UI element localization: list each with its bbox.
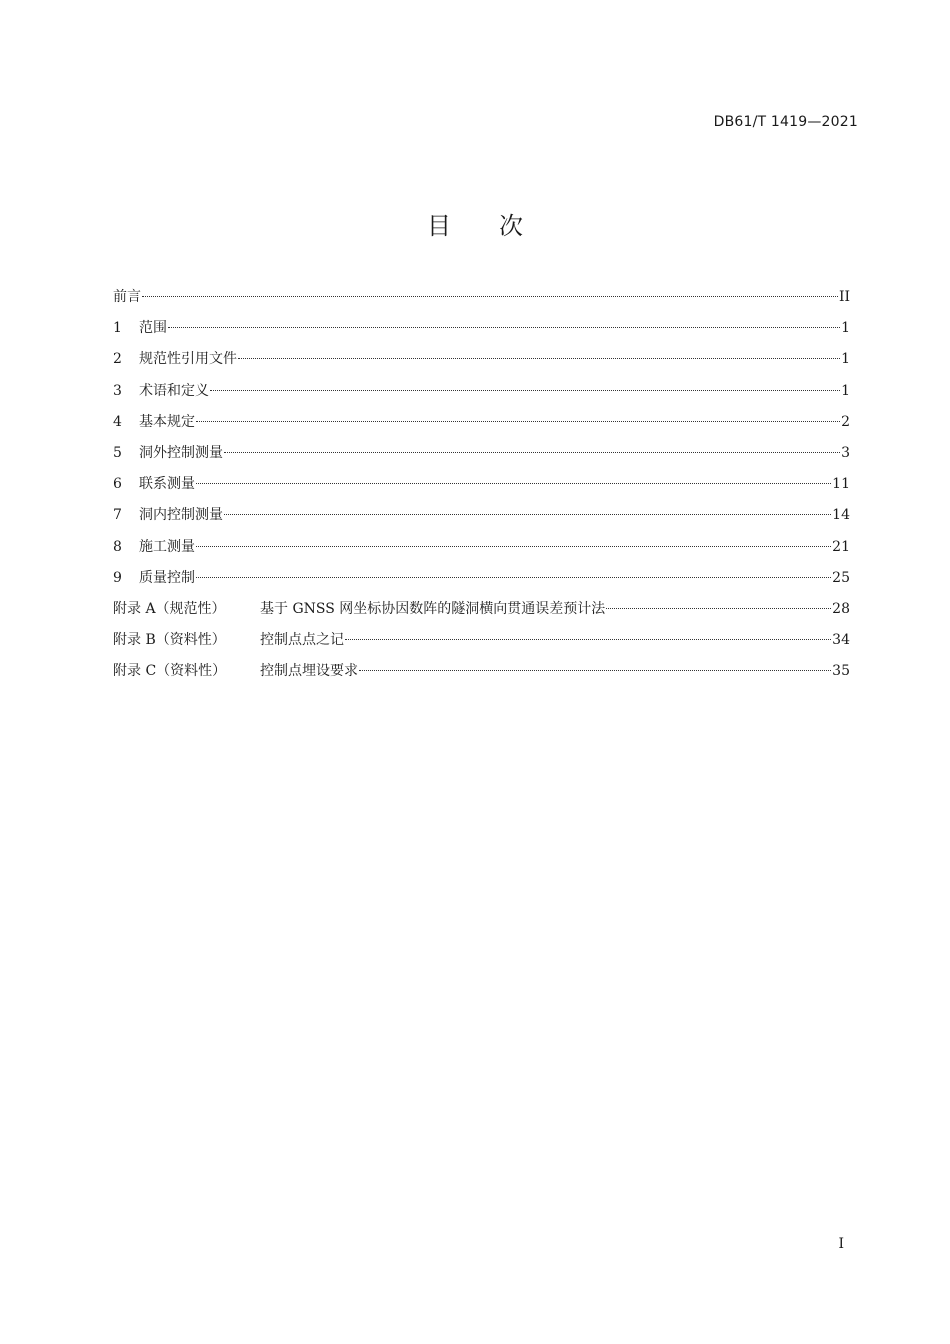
toc-entry[interactable] (113, 469, 850, 500)
toc-entry-label: 规范性引用文件 (139, 351, 237, 368)
toc-entry-page: 35 (832, 663, 850, 680)
toc-dot-leader (196, 421, 840, 422)
toc-entry-page: 25 (832, 569, 850, 586)
toc-dot-leader (224, 514, 831, 515)
toc-entry-page: 34 (832, 632, 850, 649)
toc-entry-number: 3 (113, 382, 122, 399)
toc-entry-label: 联系测量 (139, 476, 195, 493)
toc-dot-leader (196, 577, 831, 578)
toc-entry-page: 28 (832, 600, 850, 617)
toc-entry[interactable] (113, 625, 850, 656)
toc-entry-page: 11 (832, 476, 850, 493)
toc-entry-label: 基本规定 (139, 413, 195, 430)
toc-entry-label: 术语和定义 (139, 382, 209, 399)
toc-entry[interactable] (113, 656, 850, 687)
toc-dot-leader (345, 639, 831, 640)
toc-entry-label: 洞外控制测量 (139, 444, 223, 461)
toc-entry-number: 7 (113, 507, 122, 524)
toc-entry[interactable] (113, 500, 850, 531)
toc-entry[interactable] (113, 532, 850, 563)
toc-dot-leader (196, 546, 831, 547)
table-of-contents (113, 282, 850, 687)
toc-entry[interactable] (113, 594, 850, 625)
toc-dot-leader (210, 390, 840, 391)
toc-dot-leader (359, 670, 831, 671)
toc-entry-label: 控制点埋设要求 (260, 663, 358, 680)
toc-dot-leader (606, 608, 831, 609)
toc-dot-leader (224, 452, 840, 453)
toc-entry-page: 1 (841, 351, 850, 368)
toc-entry-number: 9 (113, 569, 122, 586)
toc-entry-appendix-prefix: 附录 A（规范性） (113, 600, 226, 617)
toc-entry[interactable] (113, 407, 850, 438)
toc-entry-label: 质量控制 (139, 569, 195, 586)
toc-entry-number: 2 (113, 351, 122, 368)
toc-entry-label: 洞内控制测量 (139, 507, 223, 524)
toc-entry-label: 施工测量 (139, 538, 195, 555)
toc-entry-page: 3 (841, 444, 850, 461)
toc-entry[interactable] (113, 344, 850, 375)
toc-entry-number: 8 (113, 538, 122, 555)
toc-entry-page: 2 (841, 413, 850, 430)
toc-dot-leader (196, 483, 831, 484)
toc-title: 目 次 (427, 212, 523, 240)
toc-entry-label: 基于 GNSS 网坐标协因数阵的隧洞横向贯通误差预计法 (260, 600, 606, 617)
toc-dot-leader (168, 327, 840, 328)
toc-entry-page: 1 (841, 382, 850, 399)
toc-entry-number: 5 (113, 444, 122, 461)
toc-entry-number: 6 (113, 476, 122, 493)
toc-entry-label: 控制点点之记 (260, 632, 344, 649)
document-code: DB61/T 1419—2021 (713, 114, 858, 130)
toc-dot-leader (142, 296, 838, 297)
toc-entry-number: 4 (113, 413, 122, 430)
toc-entry[interactable] (113, 438, 850, 469)
toc-entry-number: 1 (113, 320, 122, 337)
toc-entry-label: 范围 (139, 320, 167, 337)
toc-entry[interactable] (113, 313, 850, 344)
toc-entry-appendix-prefix: 附录 C（资料性） (113, 663, 227, 680)
toc-entry-page: 1 (841, 320, 850, 337)
toc-entry-page: II (838, 289, 850, 305)
page-number: I (838, 1236, 844, 1252)
toc-entry[interactable] (113, 376, 850, 407)
toc-entry[interactable] (113, 282, 850, 313)
toc-entry-page: 21 (832, 538, 850, 555)
toc-entry-label: 前言 (113, 289, 141, 305)
toc-entry-page: 14 (832, 507, 850, 524)
toc-dot-leader (238, 358, 840, 359)
toc-entry[interactable] (113, 563, 850, 594)
toc-entry-appendix-prefix: 附录 B（资料性） (113, 632, 226, 649)
